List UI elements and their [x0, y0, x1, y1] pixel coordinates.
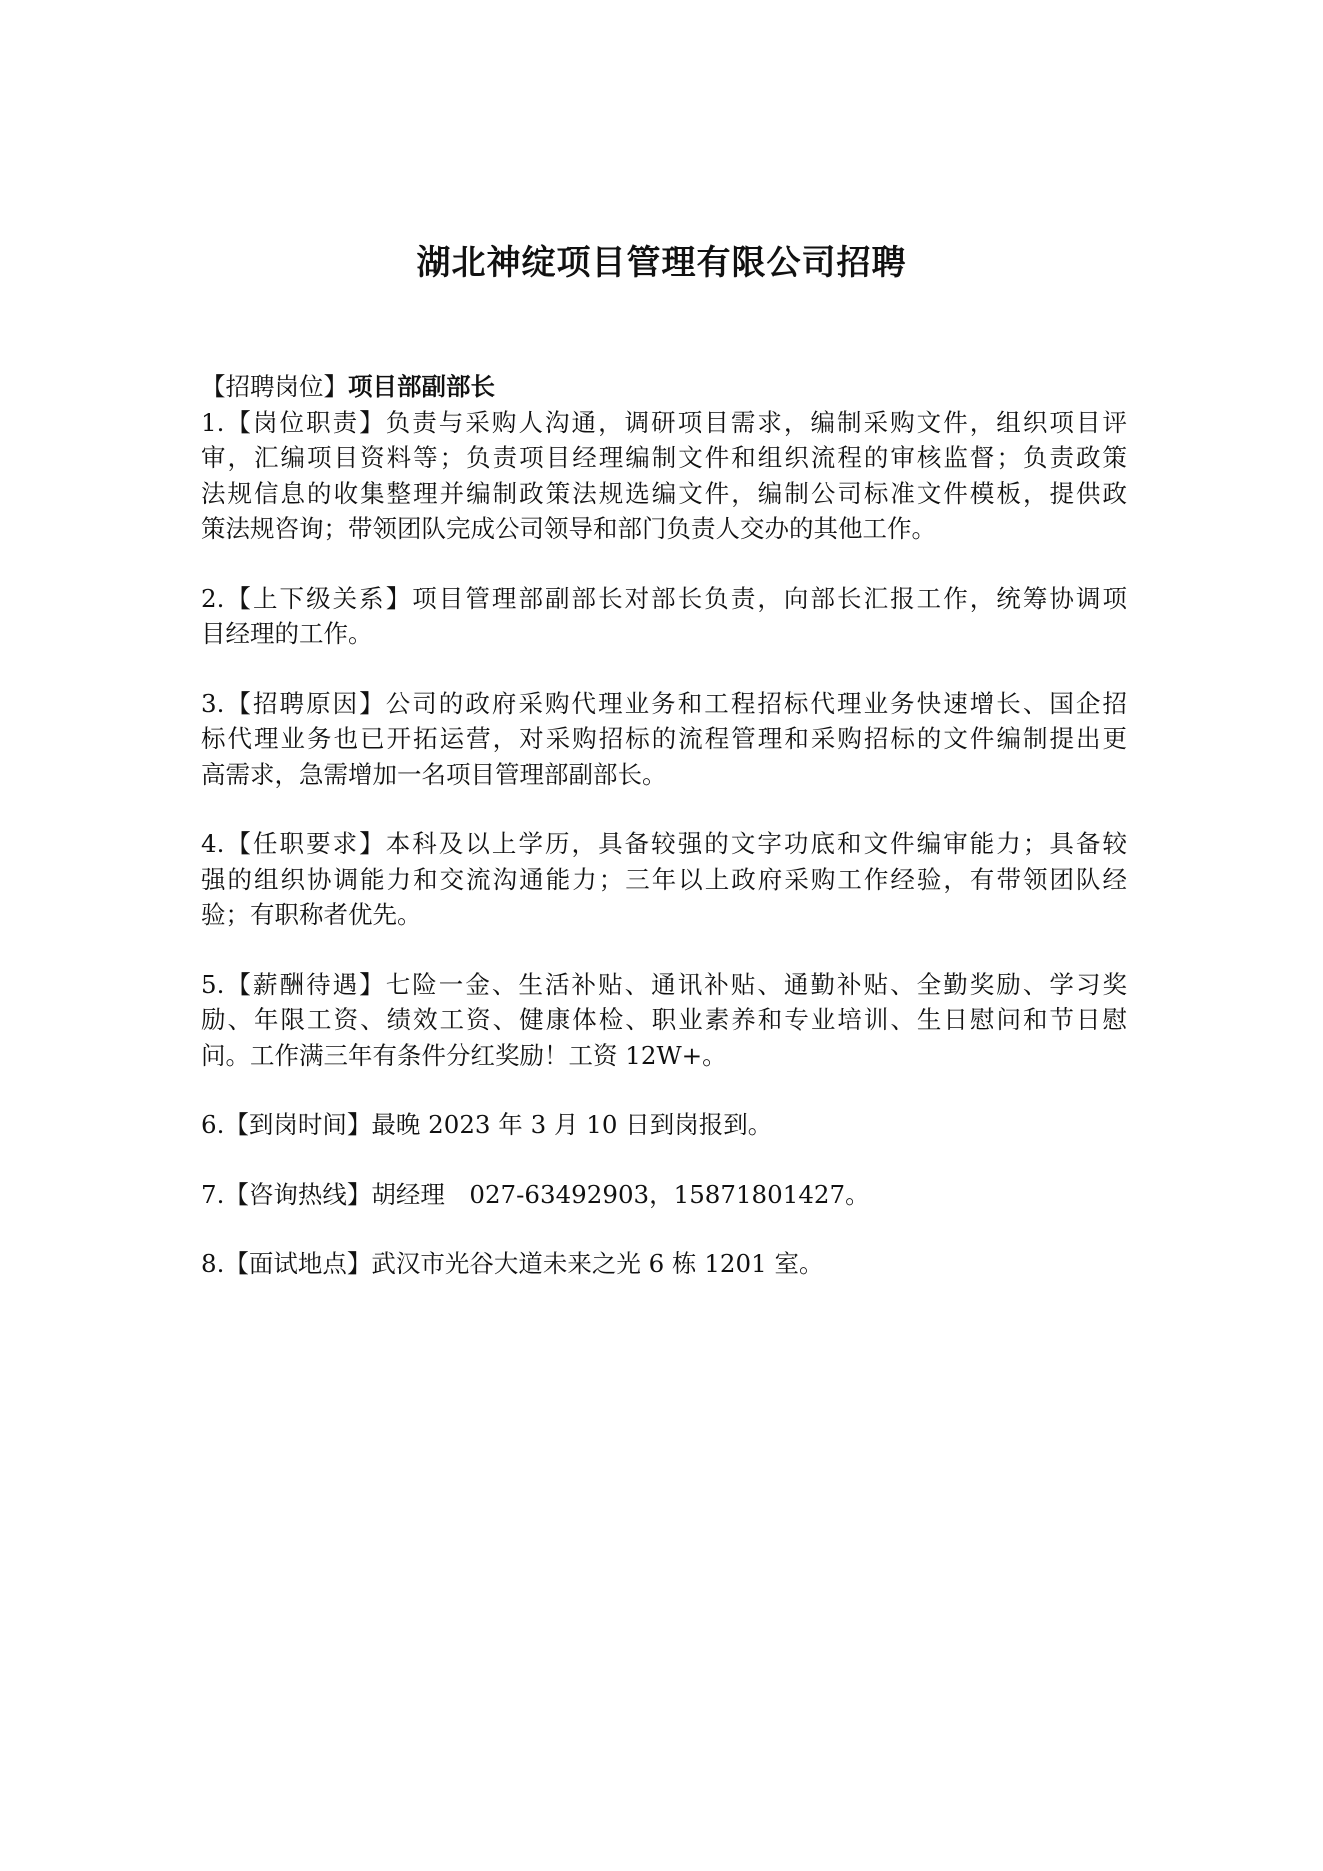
paragraph-line: 标代理业务也已开拓运营，对采购招标的流程管理和采购招标的文件编制提出更: [201, 724, 1127, 753]
section-start-date: [201, 1107, 1127, 1143]
section-benefits: [201, 967, 1127, 1074]
section-reason: [201, 686, 1127, 793]
paragraph-line: 审，汇编项目资料等；负责项目经理编制文件和组织流程的审核监督；负责政策: [201, 443, 1127, 472]
paragraph-line: 2.【上下级关系】项目管理部副部长对部长负责，向部长汇报工作，统筹协调项: [201, 583, 1127, 613]
position-label: 【招聘岗位】: [201, 372, 348, 401]
section-requirements: [201, 826, 1127, 933]
paragraph-line: 励、年限工资、绩效工资、健康体检、职业素养和专业培训、生日慰问和节日慰: [201, 1005, 1127, 1034]
paragraph-line: 问。工作满三年有条件分红奖励！工资 12W+。: [201, 1040, 727, 1070]
paragraph-line: 5.【薪酬待遇】七险一金、生活补贴、通讯补贴、通勤补贴、全勤奖励、学习奖: [201, 969, 1127, 999]
document-body: [201, 369, 1127, 1316]
paragraph-line: 目经理的工作。: [201, 619, 373, 648]
section-reporting: [201, 581, 1127, 652]
paragraph-line: 6.【到岗时间】最晚 2023 年 3 月 10 日到岗报到。: [201, 1110, 773, 1139]
paragraph-line: 策法规咨询；带领团队完成公司领导和部门负责人交办的其他工作。: [201, 514, 936, 543]
paragraph-line: 高需求，急需增加一名项目管理部副部长。: [201, 759, 667, 789]
section-duties: [201, 405, 1127, 547]
position-value: 项目部副部长: [348, 372, 495, 401]
position-heading: [201, 369, 1127, 405]
paragraph-line: 3.【招聘原因】公司的政府采购代理业务和工程招标代理业务快速增长、国企招: [201, 688, 1127, 718]
section-location: [201, 1246, 1127, 1282]
paragraph-line: 8.【面试地点】武汉市光谷大道未来之光 6 栋 1201 室。: [201, 1249, 824, 1278]
paragraph-line: 4.【任职要求】本科及以上学历，具备较强的文字功底和文件编审能力；具备较: [201, 829, 1127, 858]
page-title: 湖北神绽项目管理有限公司招聘: [416, 243, 907, 283]
paragraph-line: 1.【岗位职责】负责与采购人沟通，调研项目需求，编制采购文件，组织项目评: [201, 407, 1127, 437]
paragraph-line: 验；有职称者优先。: [201, 900, 422, 929]
paragraph-line: 7.【咨询热线】胡经理 027-63492903，15871801427。: [201, 1179, 870, 1209]
paragraph-line: 法规信息的收集整理并编制政策法规选编文件，编制公司标准文件模板，提供政: [201, 478, 1127, 508]
section-hotline: [201, 1177, 1127, 1213]
paragraph-line: 强的组织协调能力和交流沟通能力；三年以上政府采购工作经验，有带领团队经: [201, 864, 1127, 894]
